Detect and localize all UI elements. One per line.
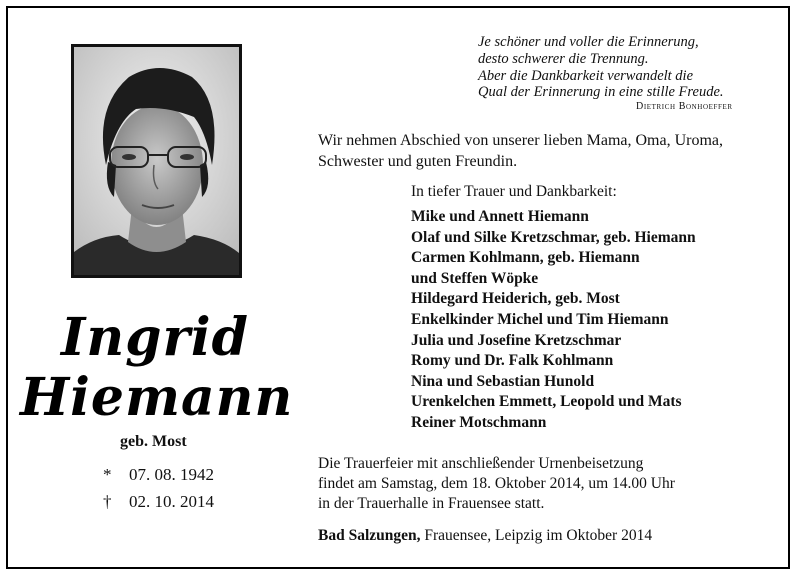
ceremony-line: in der Trauerhalle in Frauensee statt. [318,495,545,512]
mourner-name: Urenkelchen Emmett, Leopold und Mats [411,393,682,411]
mourner-name: Mike und Annett Hiemann [411,208,589,225]
mourner-name: Nina und Sebastian Hunold [411,372,595,390]
mourner-name: Romy und Dr. Falk Kohlmann [411,352,614,370]
ceremony-line: Die Trauerfeier mit anschließender Urnenbeisetzung [318,455,644,472]
deceased-last-name: Hiemann [20,367,294,428]
ceremony-line: findet am Samstag, dem 18. Oktober 2014, um 14.00 Uhr [318,475,675,492]
mourner-name: Enkelkinder Michel und Tim Hiemann [411,310,669,328]
death-date: 02. 10. 2014 [129,492,214,511]
quote-line: desto schwerer die Trennung. [478,50,649,67]
farewell-text [318,130,778,172]
quote-author: Dietrich Bonhoeffer [636,101,733,112]
death-date-line [103,492,214,512]
mourner-name: Reiner Motschmann [411,413,547,431]
closing-line [318,527,652,545]
farewell-line: Schwester und guten Freundin. [318,153,518,170]
mourners-list [411,207,696,434]
mourner-name: Olaf und Silke Kretzschmar, geb. Hiemann [411,228,696,246]
memorial-quote [478,34,724,101]
birth-date: 07. 08. 1942 [129,465,214,484]
mourner-name: Julia und Josefine Kretzschmar [411,331,622,349]
ceremony-info [318,454,675,514]
deceased-first-name: Ingrid [61,307,249,368]
mourner-name: Carmen Kohlmann, geb. Hiemann [411,249,640,267]
quote-line: Aber die Dankbarkeit verwandelt die [478,67,694,84]
mourners-heading: In tiefer Trauer und Dankbarkeit: [411,183,617,200]
mourner-name: und Steffen Wöpke [411,269,539,287]
death-symbol: † [103,492,112,511]
quote-line: Qual der Erinnerung in eine stille Freude. [478,84,724,101]
portrait-photo [71,44,242,278]
portrait-photo-drawing [74,47,239,275]
farewell-line: Wir nehmen Abschied von unserer lieben Mama, Oma, Uroma, [318,132,724,149]
closing-rest: Frauensee, Leipzig im Oktober 2014 [420,527,653,544]
quote-line: Je schöner und voller die Erinnerung, [478,34,699,50]
birth-date-line [103,465,214,485]
birth-symbol: * [103,465,112,484]
maiden-name: geb. Most [120,433,187,450]
closing-place: Bad Salzungen, [318,527,421,544]
mourner-name: Hildegard Heiderich, geb. Most [411,290,620,308]
